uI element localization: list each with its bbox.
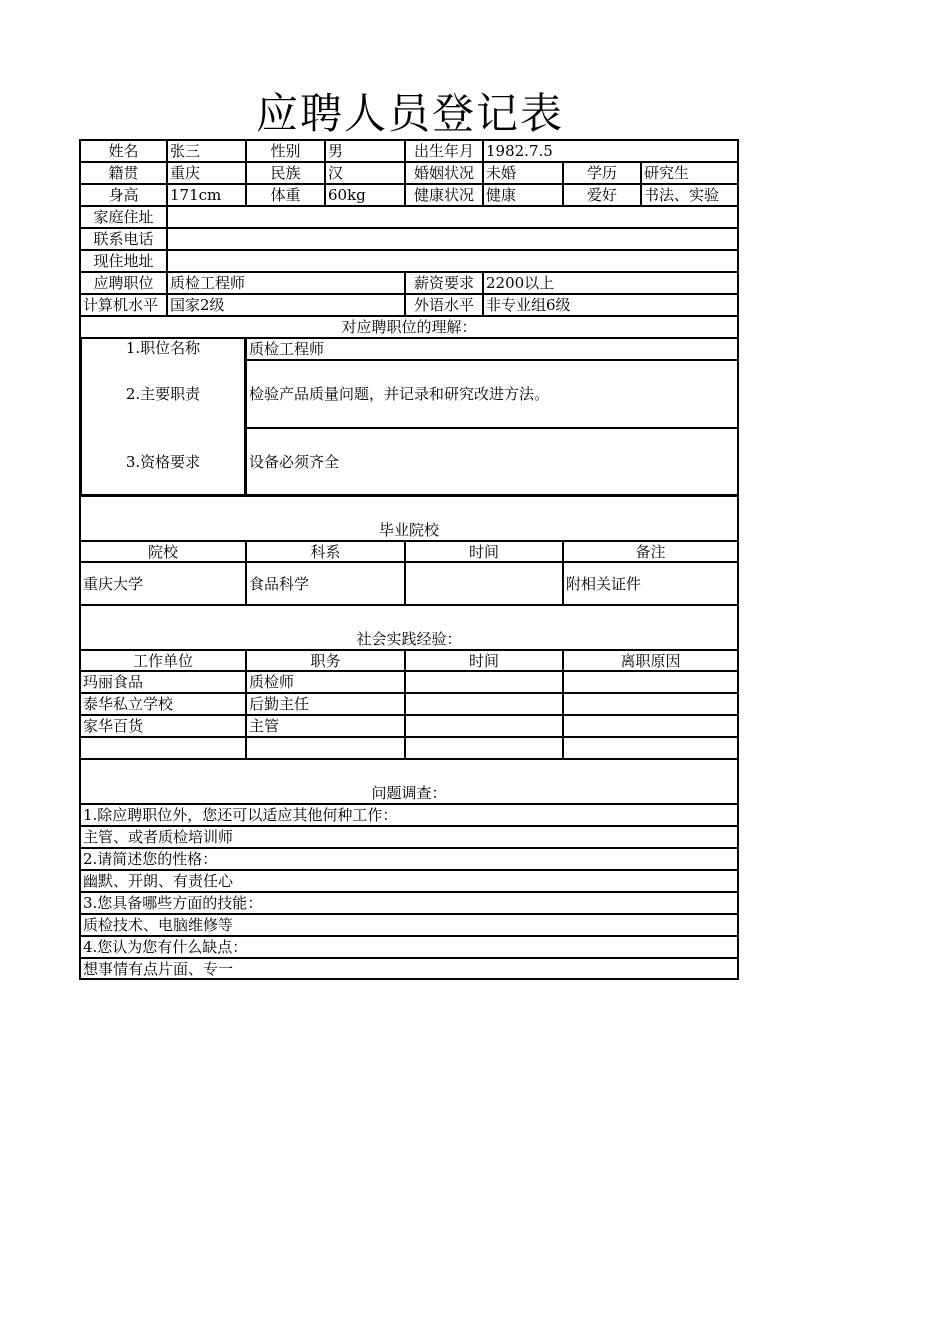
survey-question: 3.您具备哪些方面的技能： <box>80 892 738 914</box>
name-label: 姓名 <box>80 140 167 162</box>
gender-label: 性别 <box>246 140 325 162</box>
practice-cell: 家华百货 <box>80 715 246 737</box>
hobby-value: 书法、实验 <box>641 184 738 206</box>
survey-answer: 幽默、开朗、有责任心 <box>80 870 738 892</box>
gender-value: 男 <box>325 140 405 162</box>
health-value: 健康 <box>483 184 563 206</box>
name-value: 张三 <box>167 140 246 162</box>
practice-cell: 泰华私立学校 <box>80 693 246 715</box>
school-header: 时间 <box>405 541 563 562</box>
school-header: 备注 <box>563 541 738 562</box>
survey-question: 2.请简述您的性格： <box>80 848 738 870</box>
school-heading: 毕业院校 <box>80 496 738 541</box>
height-value: 171cm <box>167 184 246 206</box>
hobby-label: 爱好 <box>563 184 641 206</box>
native-value: 重庆 <box>167 162 246 184</box>
practice-cell: 后勤主任 <box>246 693 405 715</box>
school-cell: 附相关证件 <box>563 562 738 605</box>
weight-value: 60kg <box>325 184 405 206</box>
current-address-label: 现住地址 <box>80 250 167 272</box>
salary-label: 薪资要求 <box>405 272 483 294</box>
practice-heading: 社会实践经验： <box>80 605 738 650</box>
form-title: 应聘人员登记表 <box>255 89 564 138</box>
computer-label: 计算机水平 <box>80 294 167 316</box>
item3-label: 3.资格要求 <box>125 453 201 471</box>
birth-value: 1982.7.5 <box>483 140 738 162</box>
form-border <box>79 139 739 980</box>
language-value: 非专业组6级 <box>483 294 738 316</box>
education-value: 研究生 <box>641 162 738 184</box>
practice-header: 时间 <box>405 650 563 671</box>
language-label: 外语水平 <box>405 294 483 316</box>
item1-label: 1.职位名称 <box>125 339 201 357</box>
birth-label: 出生年月 <box>405 140 483 162</box>
marital-value: 未婚 <box>483 162 563 184</box>
practice-header: 工作单位 <box>80 650 246 671</box>
practice-cell: 主管 <box>246 715 405 737</box>
salary-value: 2200以上 <box>483 272 738 294</box>
item2-label: 2.主要职责 <box>125 385 201 403</box>
survey-answer: 质检技术、电脑维修等 <box>80 914 738 936</box>
understanding-heading: 对应聘职位的理解： <box>80 316 738 338</box>
item3-value: 设备必须齐全 <box>246 428 738 496</box>
school-cell: 食品科学 <box>246 562 405 605</box>
education-label: 学历 <box>563 162 641 184</box>
position-label: 应聘职位 <box>80 272 167 294</box>
practice-header: 职务 <box>246 650 405 671</box>
survey-answer: 主管、或者质检培训师 <box>80 826 738 848</box>
school-header: 科系 <box>246 541 405 562</box>
home-address-label: 家庭住址 <box>80 206 167 228</box>
survey-answer: 想事情有点片面、专一 <box>80 958 738 980</box>
survey-question: 1.除应聘职位外，您还可以适应其他何种工作： <box>80 804 738 826</box>
weight-label: 体重 <box>246 184 325 206</box>
position-value: 质检工程师 <box>167 272 405 294</box>
item1-value: 质检工程师 <box>246 338 738 360</box>
school-cell: 重庆大学 <box>80 562 246 605</box>
phone-label: 联系电话 <box>80 228 167 250</box>
ethnic-value: 汉 <box>325 162 405 184</box>
school-header: 院校 <box>80 541 246 562</box>
height-label: 身高 <box>80 184 167 206</box>
survey-heading: 问题调查： <box>80 759 738 804</box>
computer-value: 国家2级 <box>167 294 405 316</box>
marital-label: 婚姻状况 <box>405 162 483 184</box>
practice-cell: 质检师 <box>246 671 405 693</box>
native-label: 籍贯 <box>80 162 167 184</box>
practice-cell: 玛丽食品 <box>80 671 246 693</box>
ethnic-label: 民族 <box>246 162 325 184</box>
practice-header: 离职原因 <box>563 650 738 671</box>
survey-question: 4.您认为您有什么缺点： <box>80 936 738 958</box>
health-label: 健康状况 <box>405 184 483 206</box>
item2-value: 检验产品质量问题，并记录和研究改进方法。 <box>246 360 738 428</box>
